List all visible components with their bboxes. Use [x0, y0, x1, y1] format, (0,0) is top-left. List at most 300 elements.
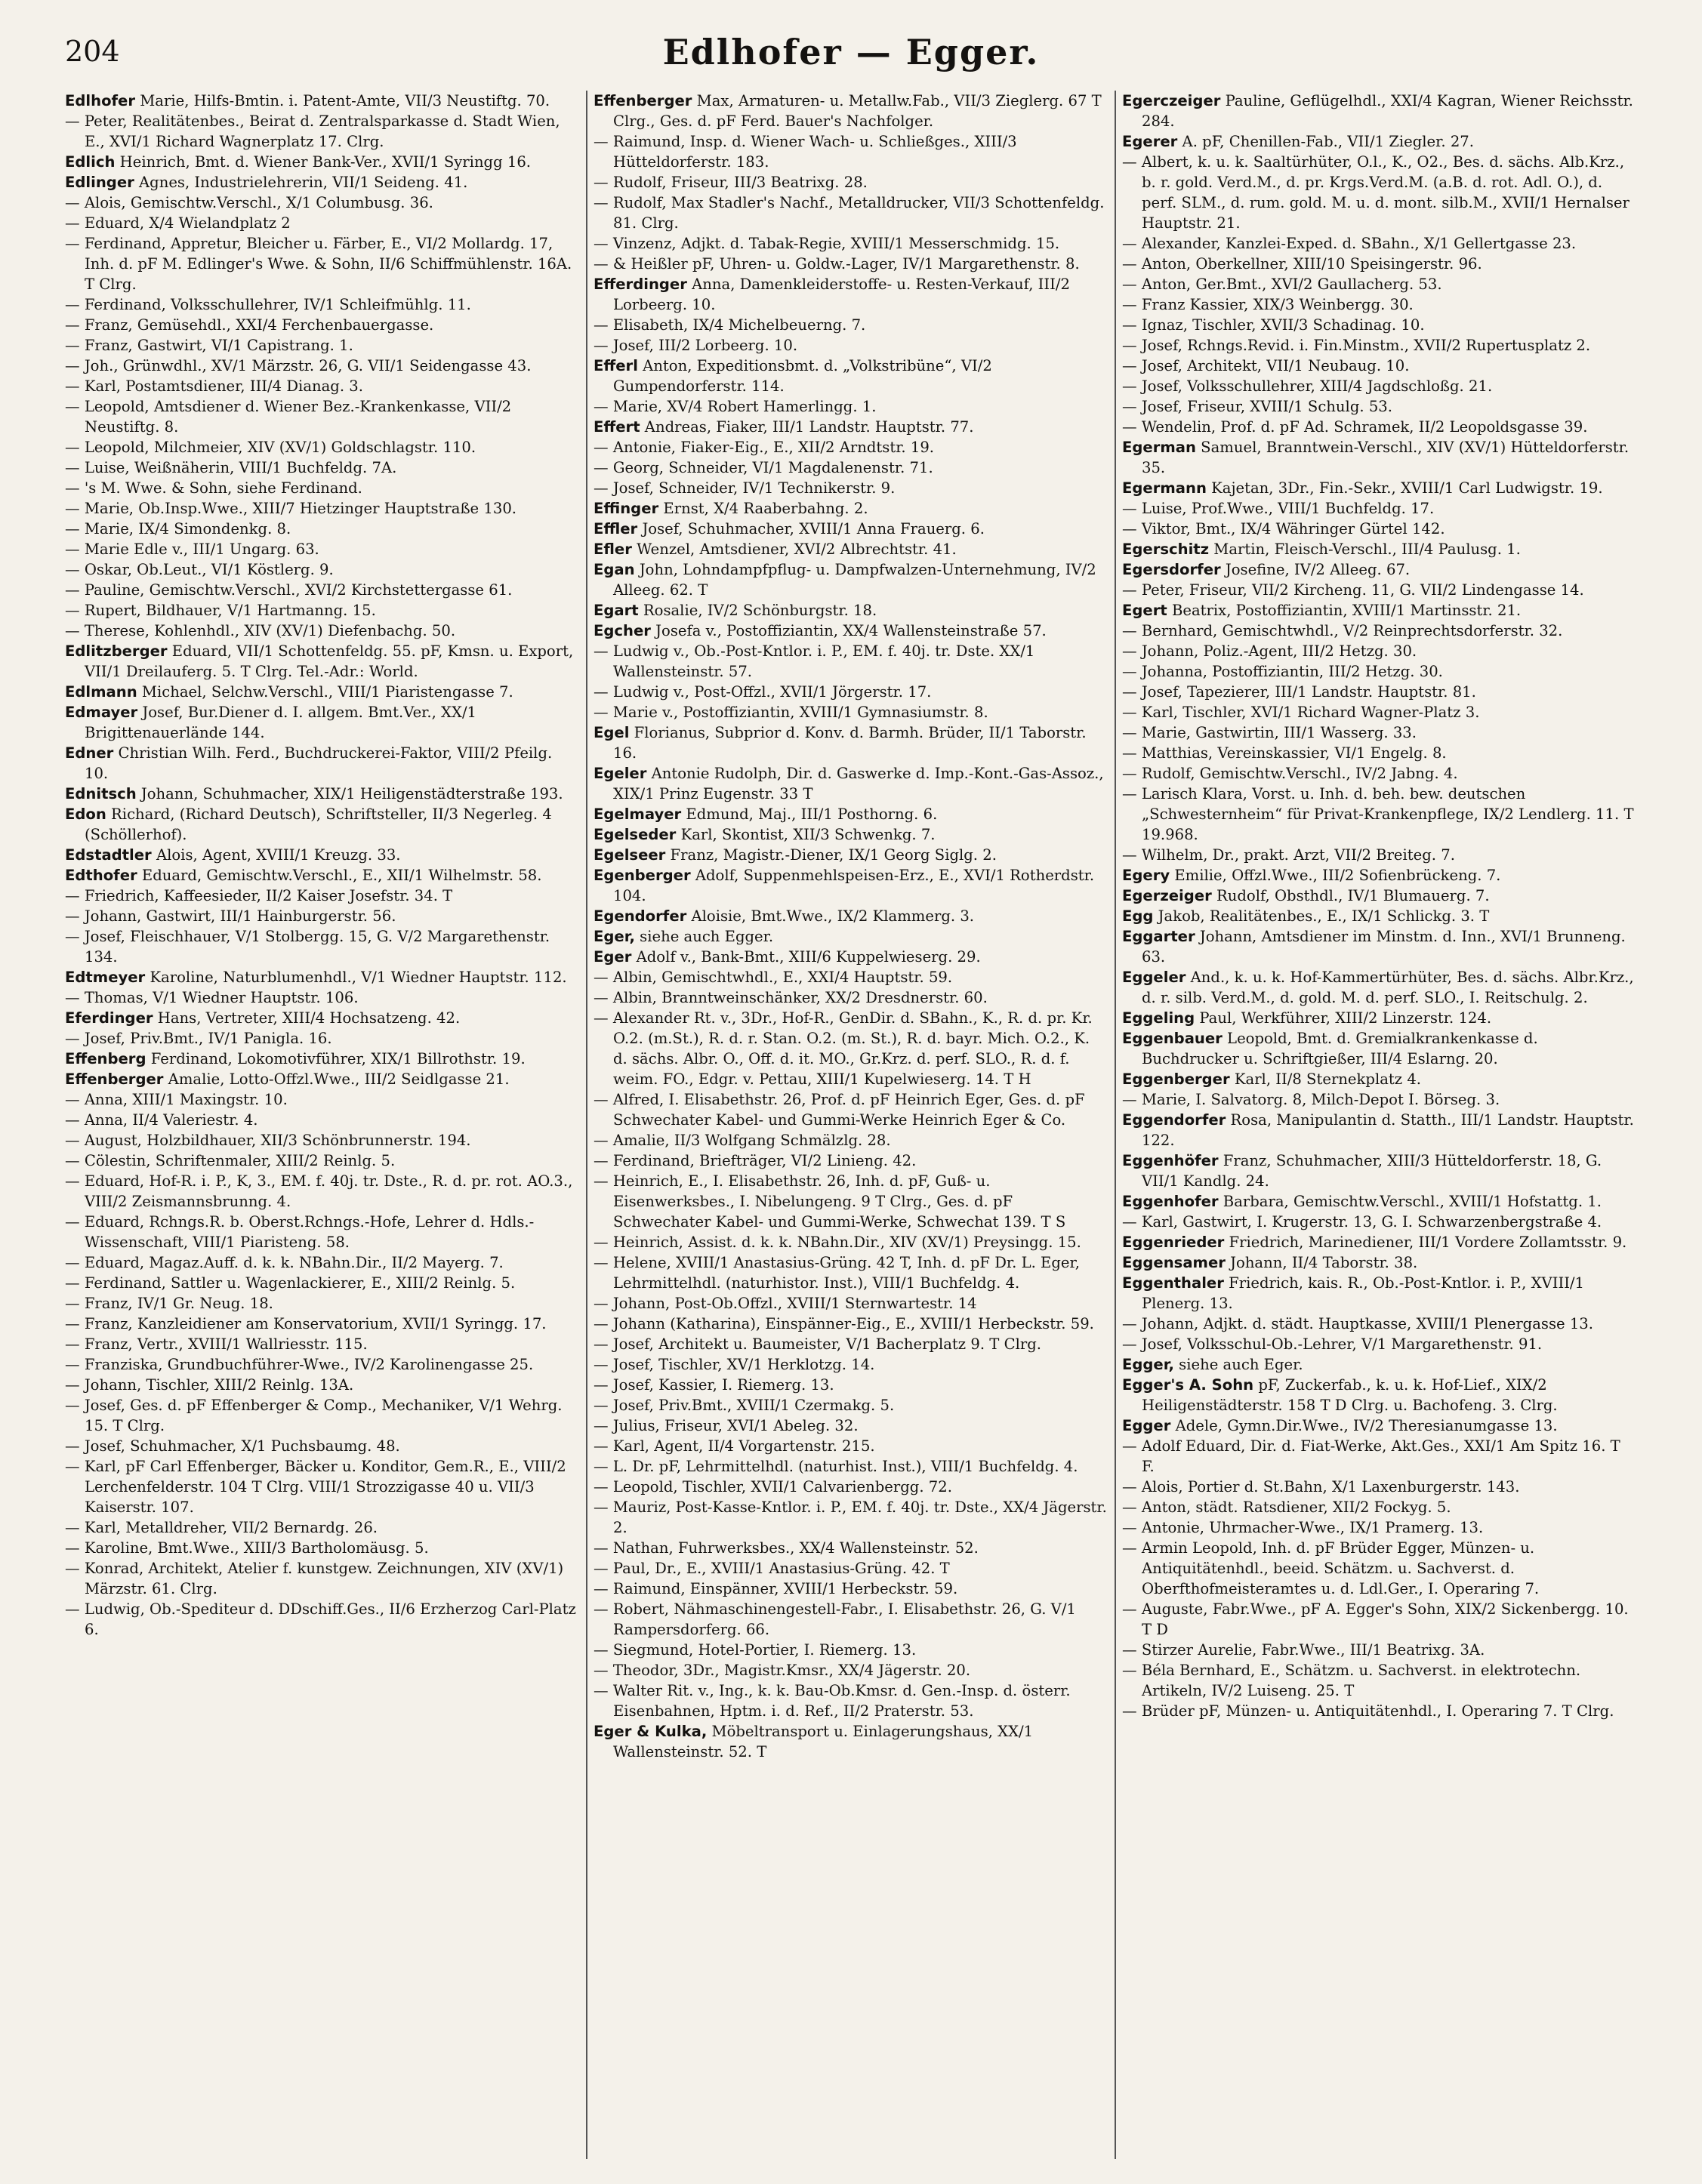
entry-text: — Johann, Post-Ob.Offzl., XVIII/1 Sternwartestr. 14: [594, 1295, 977, 1312]
entry-text: — Ferdinand, Sattler u. Wagenlackierer, E., XIII/2 Reinlg. 5.: [65, 1274, 516, 1292]
entry-text: — Vinzenz, Adjkt. d. Tabak-Regie, XVIII/1 Messerschmidg. 15.: [594, 235, 1060, 252]
entry-text: — Béla Bernhard, E., Schätzm. u. Sachverst. in elektrotechn. Artikeln, IV/2 Luiseng. 25. T: [1122, 1662, 1581, 1699]
entry-text: Jakob, Realitätenbes., E., IX/1 Schlickg. 3. T: [1153, 907, 1490, 925]
column-right: [1122, 91, 1636, 2167]
column-middle: [594, 91, 1107, 2167]
directory-entry: [594, 804, 1107, 824]
directory-entry: [594, 621, 1107, 641]
entry-text: — Marie, Ob.Insp.Wwe., XIII/7 Hietzinger Hauptstraße 130.: [65, 500, 517, 517]
entry-text: Andreas, Fiaker, III/1 Landstr. Hauptstr. 77.: [640, 418, 974, 436]
directory-entry: [65, 1130, 578, 1151]
entry-text: — Helene, XVIII/1 Anastasius-Grüng. 42 T, Inh. d. pF Dr. L. Eger, Lehrmittelhdl. (naturhistor. Inst.), VIII/1 Buchfeldg. 4.: [594, 1254, 1080, 1292]
directory-entry: [65, 865, 578, 886]
directory-entry: [594, 926, 1107, 947]
entry-headword: Efler: [594, 541, 632, 558]
entry-text: — Mauriz, Post-Kasse-Kntlor. i. P., EM. f. 40j. tr. Dste., XX/4 Jägerstr. 2.: [594, 1499, 1107, 1536]
directory-entry: [65, 335, 578, 356]
directory-entry: [65, 1028, 578, 1049]
entry-text: — Josef, Fleischhauer, V/1 Stolbergg. 15, G. V/2 Margarethenstr. 134.: [65, 928, 550, 966]
entry-headword: Effenberger: [65, 1070, 164, 1088]
entry-text: — Siegmund, Hotel-Portier, I. Riemerg. 13.: [594, 1641, 917, 1659]
entry-headword: Efferdinger: [594, 276, 687, 293]
entry-headword: Eggenhöfer: [1122, 1152, 1219, 1169]
entry-text: — Karoline, Bmt.Wwe., XIII/3 Bartholomäusg. 5.: [65, 1539, 429, 1557]
entry-headword: Egert: [1122, 602, 1167, 619]
directory-entry: [594, 274, 1107, 315]
entry-text: — Franz Kassier, XIX/3 Weinbergg. 30.: [1122, 296, 1414, 313]
entry-text: — August, Holzbildhauer, XII/3 Schönbrunnerstr. 194.: [65, 1132, 471, 1149]
directory-entry: [1122, 1599, 1636, 1640]
directory-entry: [65, 1089, 578, 1110]
directory-entry: [1122, 1415, 1636, 1436]
entry-headword: Egelseer: [594, 846, 666, 864]
entry-headword: Egger's A. Sohn: [1122, 1376, 1254, 1394]
entry-text: Kajetan, 3Dr., Fin.-Sekr., XVIII/1 Carl Ludwigstr. 19.: [1206, 479, 1603, 497]
entry-text: — Ignaz, Tischler, XVII/3 Schadinag. 10.: [1122, 316, 1425, 334]
entry-text: — Amalie, II/3 Wolfgang Schmälzlg. 28.: [594, 1132, 891, 1149]
entry-headword: Egerczeiger: [1122, 92, 1221, 109]
directory-entry: [65, 1314, 578, 1334]
directory-entry: [594, 233, 1107, 254]
directory-entry: [1122, 417, 1636, 437]
directory-entry: [1122, 539, 1636, 559]
entry-headword: Eggendorfer: [1122, 1111, 1226, 1129]
entry-text: Eduard, VII/1 Schottenfeldg. 55. pF, Kmsn. u. Export, VII/1 Dreilauferg. 5. T Clrg. Tel.-Adr.: World.: [85, 642, 574, 680]
directory-entry: [1122, 967, 1636, 1008]
entry-headword: Eggenrieder: [1122, 1234, 1225, 1251]
entry-text: Christian Wilh. Ferd., Buchdruckerei-Faktor, VIII/2 Pfeilg. 10.: [85, 744, 553, 782]
directory-entry: [594, 1314, 1107, 1334]
directory-entry: [1122, 559, 1636, 580]
entry-text: — Oskar, Ob.Leut., VI/1 Köstlerg. 9.: [65, 561, 334, 578]
entry-text: — Adolf Eduard, Dir. d. Fiat-Werke, Akt.Ges., XXI/1 Am Spitz 16. T F.: [1122, 1437, 1620, 1475]
entry-text: Marie, Hilfs-Bmtin. i. Patent-Amte, VII/3 Neustiftg. 70.: [135, 92, 550, 109]
directory-entry: [594, 254, 1107, 274]
entry-text: Möbeltransport u. Einlagerungshaus, XX/1 Wallensteinstr. 52. T: [613, 1723, 1034, 1760]
directory-entry: [65, 682, 578, 702]
directory-entry: [594, 1171, 1107, 1232]
directory-entry: [1122, 376, 1636, 396]
entry-text: — Joh., Grünwdhl., XV/1 Märzstr. 26, G. VII/1 Seidengasse 43.: [65, 357, 532, 374]
entry-text: — Marie, Gastwirtin, III/1 Wasserg. 33.: [1122, 724, 1417, 741]
directory-entry: [1122, 1538, 1636, 1599]
directory-entry: [65, 539, 578, 559]
directory-entry: [65, 233, 578, 294]
entry-text: — Franz, IV/1 Gr. Neug. 18.: [65, 1295, 273, 1312]
entry-text: — Anna, XIII/1 Maxingstr. 10.: [65, 1091, 288, 1108]
directory-entry: [1122, 1089, 1636, 1110]
directory-entry: [594, 1640, 1107, 1660]
directory-entry: [65, 1395, 578, 1436]
directory-entry: [594, 396, 1107, 417]
entry-text: — Stirzer Aurelie, Fabr.Wwe., III/1 Beatrixg. 3A.: [1122, 1641, 1485, 1659]
entry-text: — Franz, Vertr., XVIII/1 Wallriesstr. 115.: [65, 1335, 368, 1353]
directory-entry: [1122, 763, 1636, 784]
entry-text: A. pF, Chenillen-Fab., VII/1 Ziegler. 27.: [1177, 133, 1474, 150]
entry-headword: Efferl: [594, 357, 638, 374]
entry-text: — Raimund, Insp. d. Wiener Wach- u. Schließges., XIII/3 Hütteldorferstr. 183.: [594, 133, 1017, 171]
entry-text: — Franz, Gemüsehdl., XXI/4 Ferchenbauergasse.: [65, 316, 434, 334]
columns: [65, 91, 1636, 2167]
entry-text: — Josef, Schuhmacher, X/1 Puchsbaumg. 48.: [65, 1437, 400, 1455]
entry-text: — Josef, Priv.Bmt., XVIII/1 Czermakg. 5.: [594, 1397, 895, 1414]
directory-entry: [594, 1008, 1107, 1089]
directory-entry: [65, 906, 578, 926]
directory-entry: [594, 1558, 1107, 1579]
entry-headword: Eggensamer: [1122, 1254, 1226, 1271]
entry-text: — Eduard, X/4 Wielandplatz 2: [65, 214, 291, 232]
directory-entry: [65, 1293, 578, 1314]
directory-entry: [65, 1517, 578, 1538]
entry-text: Florianus, Subprior d. Konv. d. Barmh. Brüder, II/1 Taborstr. 16.: [613, 724, 1087, 762]
entry-headword: Egeler: [594, 765, 647, 782]
entry-text: Karl, Skontist, XII/3 Schwenkg. 7.: [676, 826, 936, 843]
entry-text: — Cölestin, Schriftenmaler, XIII/2 Reinlg. 5.: [65, 1152, 396, 1169]
directory-entry: [594, 1334, 1107, 1354]
entry-text: — Johann, Tischler, XIII/2 Reinlg. 13A.: [65, 1376, 354, 1394]
directory-entry: [65, 1456, 578, 1517]
entry-text: — Brüder pF, Münzen- u. Antiquitätenhdl., I. Operaring 7. T Clrg.: [1122, 1702, 1614, 1720]
entry-text: — Alois, Gemischtw.Verschl., X/1 Columbusg. 36.: [65, 194, 433, 211]
directory-entry: [65, 743, 578, 784]
entry-text: Franz, Schuhmacher, XIII/3 Hütteldorferstr. 18, G. VII/1 Kandlg. 24.: [1142, 1152, 1602, 1190]
directory-entry: [594, 315, 1107, 335]
entry-text: — Auguste, Fabr.Wwe., pF A. Egger's Sohn, XIX/2 Sickenbergg. 10. T D: [1122, 1600, 1629, 1638]
directory-entry: [594, 1232, 1107, 1252]
directory-entry: [65, 1110, 578, 1130]
directory-entry: [1122, 498, 1636, 519]
entry-text: — Walter Rit. v., Ing., k. k. Bau-Ob.Kmsr. d. Gen.-Insp. d. österr. Eisenbahnen, Hptm. i. d. Ref., II/2 Praterstr. 53.: [594, 1682, 1071, 1720]
entry-text: — Johann, Adjkt. d. städt. Hauptkasse, XVIII/1 Plenergasse 13.: [1122, 1315, 1594, 1332]
directory-entry: [594, 478, 1107, 498]
entry-text: Hans, Vertreter, XIII/4 Hochsatzeng. 42.: [153, 1009, 461, 1027]
entry-text: — Rudolf, Gemischtw.Verschl., IV/2 Jabng. 4.: [1122, 765, 1458, 782]
directory-entry: [594, 457, 1107, 478]
entry-text: — Karl, Metalldreher, VII/2 Bernardg. 26.: [65, 1519, 378, 1536]
directory-entry: [594, 641, 1107, 682]
entry-text: — Nathan, Fuhrwerksbes., XX/4 Wallensteinstr. 52.: [594, 1539, 979, 1557]
entry-text: — Ferdinand, Appretur, Bleicher u. Färber, E., VI/2 Mollardg. 17, Inh. d. pF M. Edlinger's Wwe. & Sohn, II/6 Schiffmühlenstr. 16A. T Clrg.: [65, 235, 572, 293]
directory-entry: [1122, 1212, 1636, 1232]
entry-headword: Edlmann: [65, 683, 137, 701]
directory-entry: [65, 987, 578, 1008]
entry-text: And., k. u. k. Hof-Kammertürhüter, Bes. d. sächs. Albr.Krz., d. r. silb. Verd.M., d. gold. M. d. perf. SLO., I. Reitschulg. 2.: [1142, 969, 1634, 1006]
directory-entry: [65, 193, 578, 213]
entry-text: — Heinrich, E., I. Elisabethstr. 26, Inh. d. pF, Guß- u. Eisenwerksbes., I. Nibelungeng. 9 T Clrg., Ges. d. pF Schwechater Kabel- und Gummi-Werke, Schwechat 139. T S: [594, 1172, 1066, 1231]
entry-text: — Elisabeth, IX/4 Michelbeuerng. 7.: [594, 316, 866, 334]
entry-headword: Egerschitz: [1122, 541, 1210, 558]
directory-entry: [1122, 906, 1636, 926]
directory-entry: [1122, 478, 1636, 498]
entry-headword: Effenberger: [594, 92, 692, 109]
entry-text: Friedrich, Marinediener, III/1 Vordere Zollamtsstr. 9.: [1224, 1234, 1627, 1251]
entry-headword: Edlitzberger: [65, 642, 168, 660]
entry-headword: Egger,: [1122, 1356, 1174, 1373]
entry-headword: Effinger: [594, 500, 659, 517]
entry-headword: Effler: [594, 520, 638, 538]
directory-entry: [65, 886, 578, 906]
entry-text: — Josef, Kassier, I. Riemerg. 13.: [594, 1376, 834, 1394]
entry-text: — Alfred, I. Elisabethstr. 26, Prof. d. pF Heinrich Eger, Ges. d. pF Schwechater Kabel- und Gummi-Werke Heinrich Eger & Co.: [594, 1091, 1085, 1129]
entry-text: Pauline, Geflügelhdl., XXI/4 Kagran, Wiener Reichsstr. 284.: [1142, 92, 1633, 130]
entry-text: — Rudolf, Friseur, III/3 Beatrixg. 28.: [594, 174, 868, 191]
entry-text: — Eduard, Hof-R. i. P., K, 3., EM. f. 40j. tr. Dste., R. d. pr. rot. AO.3., VIII/2 Zeismannsbrunng. 4.: [65, 1172, 573, 1210]
entry-headword: Ednitsch: [65, 785, 137, 802]
directory-entry: [65, 111, 578, 152]
directory-entry: [1122, 1334, 1636, 1354]
entry-text: — Theodor, 3Dr., Magistr.Kmsr., XX/4 Jägerstr. 20.: [594, 1662, 971, 1679]
entry-text: — L. Dr. pF, Lehrmittelhdl. (naturhist. Inst.), VIII/1 Buchfeldg. 4.: [594, 1458, 1078, 1475]
directory-entry: [1122, 1354, 1636, 1375]
directory-entry: [1122, 1640, 1636, 1660]
directory-entry: [65, 784, 578, 804]
directory-entry: [1122, 641, 1636, 661]
entry-text: — Johann, Gastwirt, III/1 Hainburgerstr. 56.: [65, 907, 396, 925]
directory-entry: [594, 1089, 1107, 1130]
directory-entry: [65, 478, 578, 498]
directory-entry: [594, 131, 1107, 172]
entry-text: Johann, II/4 Taborstr. 38.: [1225, 1254, 1418, 1271]
entry-text: Franz, Magistr.-Diener, IX/1 Georg Siglg. 2.: [665, 846, 997, 864]
entry-headword: Effert: [594, 418, 640, 436]
directory-entry: [65, 172, 578, 193]
entry-headword: Eferdinger: [65, 1009, 153, 1027]
entry-text: — Alexander Rt. v., 3Dr., Hof-R., GenDir. d. SBahn., K., R. d. pr. Kr. O.2. (m.St.), R. d. r. Stan. O.2. (m. St.), R. d. bayr. Mich. O.2., K. d. sächs. Albr. O., Off. d. it. MO., Gr.Krz. d. perf. SLO., R. d. f. weim. FO., Edgr. v. Pettau, XIII/1 Kupelwieserg. 14. T H: [594, 1009, 1093, 1088]
directory-entry: [65, 457, 578, 478]
entry-text: Anna, Damenkleiderstoffe- u. Resten-Verkauf, III/2 Lorbeerg. 10.: [613, 276, 1070, 313]
directory-entry: [65, 967, 578, 987]
entry-headword: Edthofer: [65, 867, 137, 884]
entry-text: — Josef, Schneider, IV/1 Technikerstr. 9.: [594, 479, 896, 497]
directory-entry: [594, 356, 1107, 396]
directory-entry: [1122, 1436, 1636, 1477]
directory-entry: [594, 845, 1107, 865]
entry-text: — Paul, Dr., E., XVIII/1 Anastasius-Grüng. 42. T: [594, 1560, 950, 1577]
entry-text: Samuel, Branntwein-Verschl., XIV (XV/1) Hütteldorferstr. 35.: [1142, 439, 1630, 476]
directory-entry: [65, 1558, 578, 1599]
entry-text: — Antonie, Fiaker-Eig., E., XII/2 Arndtstr. 19.: [594, 439, 935, 456]
entry-headword: Eggeling: [1122, 1009, 1195, 1027]
entry-text: — Konrad, Architekt, Atelier f. kunstgew. Zeichnungen, XIV (XV/1) Märzstr. 61. Clrg.: [65, 1560, 564, 1597]
entry-headword: Eggarter: [1122, 928, 1195, 945]
entry-headword: Edon: [65, 806, 106, 823]
directory-entry: [594, 335, 1107, 356]
entry-text: — Heinrich, Assist. d. k. k. NBahn.Dir., XIV (XV/1) Preysingg. 15.: [594, 1234, 1081, 1251]
entry-text: — Ludwig v., Ob.-Post-Kntlor. i. P., EM. f. 40j. tr. Dste. XX/1 Wallensteinstr. 57.: [594, 642, 1035, 680]
entry-headword: Egart: [594, 602, 639, 619]
entry-text: — Marie Edle v., III/1 Ungarg. 63.: [65, 541, 319, 558]
entry-headword: Egcher: [594, 622, 651, 639]
entry-text: — Peter, Realitätenbes., Beirat d. Zentralsparkasse d. Stadt Wien, E., XVI/1 Richard Wagnerplatz 17. Clrg.: [65, 112, 560, 150]
directory-entry: [1122, 1069, 1636, 1089]
directory-entry: [594, 559, 1107, 600]
entry-text: — Franz, Kanzleidiener am Konservatorium, XVII/1 Syringg. 17.: [65, 1315, 547, 1332]
entry-headword: Eggenberger: [1122, 1070, 1230, 1088]
directory-entry: [594, 722, 1107, 763]
entry-text: — Josef, Ges. d. pF Effenberger & Comp., Mechaniker, V/1 Wehrg. 15. T Clrg.: [65, 1397, 563, 1434]
directory-entry: [594, 906, 1107, 926]
entry-text: Amalie, Lotto-Offzl.Wwe., III/2 Seidlgasse 21.: [163, 1070, 510, 1088]
directory-entry: [1122, 437, 1636, 478]
directory-entry: [65, 519, 578, 539]
directory-entry: [1122, 886, 1636, 906]
directory-entry: [65, 213, 578, 233]
entry-text: — Alois, Portier d. St.Bahn, X/1 Laxenburgerstr. 143.: [1122, 1478, 1520, 1496]
directory-entry: [1122, 294, 1636, 315]
entry-text: — Pauline, Gemischtw.Verschl., XVI/2 Kirchstettergasse 61.: [65, 581, 513, 599]
page-header: [65, 32, 1637, 85]
entry-text: Aloisie, Bmt.Wwe., IX/2 Klammerg. 3.: [686, 907, 975, 925]
entry-text: Adolf v., Bank-Bmt., XIII/6 Kuppelwieserg. 29.: [631, 948, 981, 966]
directory-entry: [1122, 519, 1636, 539]
entry-text: — Ludwig, Ob.-Spediteur d. DDschiff.Ges., II/6 Erzherzog Carl-Platz 6.: [65, 1600, 576, 1638]
directory-entry: [1122, 1497, 1636, 1517]
directory-entry: [594, 437, 1107, 457]
directory-entry: [594, 1721, 1107, 1762]
entry-text: — Luise, Weißnäherin, VIII/1 Buchfeldg. 7A.: [65, 459, 397, 476]
entry-headword: Egelseder: [594, 826, 677, 843]
entry-text: Ferdinand, Lokomotivführer, XIX/1 Billrothstr. 19.: [146, 1050, 526, 1067]
entry-headword: Eggenhofer: [1122, 1193, 1219, 1210]
entry-text: — Josef, Volksschullehrer, XIII/4 Jagdschloßg. 21.: [1122, 377, 1493, 395]
directory-entry: [594, 1252, 1107, 1293]
entry-text: Barbara, Gemischtw.Verschl., XVIII/1 Hofstattg. 1.: [1218, 1193, 1602, 1210]
entry-text: — Wilhelm, Dr., prakt. Arzt, VII/2 Breiteg. 7.: [1122, 846, 1455, 864]
directory-entry: [594, 1395, 1107, 1415]
entry-text: — 's M. Wwe. & Sohn, siehe Ferdinand.: [65, 479, 362, 497]
directory-entry: [594, 1456, 1107, 1477]
entry-text: — Ferdinand, Volksschullehrer, IV/1 Schleifmühlg. 11.: [65, 296, 471, 313]
directory-entry: [594, 763, 1107, 804]
directory-entry: [1122, 1477, 1636, 1497]
entry-headword: Egery: [1122, 867, 1170, 884]
directory-entry: [594, 539, 1107, 559]
directory-entry: [594, 498, 1107, 519]
entry-text: — Josef, Priv.Bmt., IV/1 Panigla. 16.: [65, 1030, 332, 1047]
entry-text: Josef, Schuhmacher, XVIII/1 Anna Frauerg. 6.: [637, 520, 985, 538]
entry-text: Johann, Schuhmacher, XIX/1 Heiligenstädterstraße 193.: [136, 785, 563, 802]
entry-text: — Karl, Agent, II/4 Vorgartenstr. 215.: [594, 1437, 875, 1455]
entry-headword: Eger & Kulka,: [594, 1723, 708, 1740]
directory-entry: [1122, 1252, 1636, 1273]
directory-entry: [1122, 865, 1636, 886]
directory-entry: [1122, 356, 1636, 376]
directory-entry: [594, 1538, 1107, 1558]
directory-entry: [1122, 1110, 1636, 1151]
entry-text: — Josef, Tapezierer, III/1 Landstr. Hauptstr. 81.: [1122, 683, 1476, 701]
entry-text: — Albin, Branntweinschänker, XX/2 Dresdnerstr. 60.: [594, 989, 988, 1006]
entry-text: — Rudolf, Max Stadler's Nachf., Metalldrucker, VII/3 Schottenfeldg. 81. Clrg.: [594, 194, 1105, 232]
entry-text: John, Lohndampfpflug- u. Dampfwalzen-Unternehmung, IV/2 Alleeg. 62. T: [613, 561, 1096, 599]
entry-text: Antonie Rudolph, Dir. d. Gaswerke d. Imp.-Kont.-Gas-Assoz., XIX/1 Prinz Eugenstr. 33 T: [613, 765, 1104, 802]
entry-headword: Effenberg: [65, 1050, 146, 1067]
directory-entry: [594, 1599, 1107, 1640]
entry-text: Josefa v., Postoffiziantin, XX/4 Wallensteinstraße 57.: [650, 622, 1047, 639]
directory-entry: [594, 1660, 1107, 1680]
entry-text: Martin, Fleisch-Verschl., III/4 Paulusg. 1.: [1209, 541, 1521, 558]
directory-entry: [594, 193, 1107, 233]
entry-headword: Egerzeiger: [1122, 887, 1212, 904]
entry-text: — Leopold, Milchmeier, XIV (XV/1) Goldschlagstr. 110.: [65, 439, 476, 456]
entry-text: — Johanna, Postoffiziantin, III/2 Hetzg. 30.: [1122, 663, 1443, 680]
directory-entry: [1122, 1273, 1636, 1314]
entry-text: Josefine, IV/2 Alleeg. 67.: [1220, 561, 1411, 578]
directory-entry: [65, 294, 578, 315]
directory-entry: [65, 702, 578, 743]
entry-text: — Raimund, Einspänner, XVIII/1 Herbeckstr. 59.: [594, 1580, 958, 1597]
directory-entry: [1122, 743, 1636, 763]
entry-headword: Egerer: [1122, 133, 1178, 150]
entry-text: — Thomas, V/1 Wiedner Hauptstr. 106.: [65, 989, 359, 1006]
entry-text: — Albin, Gemischtwhdl., E., XXI/4 Hauptstr. 59.: [594, 969, 953, 986]
entry-headword: Eggenbauer: [1122, 1030, 1223, 1047]
directory-entry: [65, 1375, 578, 1395]
directory-entry: [65, 1538, 578, 1558]
entry-text: Max, Armaturen- u. Metallw.Fab., VII/3 Zieglerg. 67 T Clrg., Ges. d. pF Ferd. Bauer's Nachfolger.: [613, 92, 1102, 130]
entry-headword: Edtmeyer: [65, 969, 146, 986]
entry-headword: Egermann: [1122, 479, 1207, 497]
entry-text: Rosalie, IV/2 Schönburgstr. 18.: [638, 602, 877, 619]
entry-text: Richard, (Richard Deutsch), Schriftsteller, II/3 Negerleg. 4 (Schöllerhof).: [85, 806, 552, 843]
entry-text: — Bernhard, Gemischtwhdl., V/2 Reinprechtsdorferstr. 32.: [1122, 622, 1563, 639]
directory-entry: [1122, 91, 1636, 131]
entry-text: Rosa, Manipulantin d. Statth., III/1 Landstr. Hauptstr. 122.: [1142, 1111, 1634, 1149]
directory-entry: [1122, 131, 1636, 152]
entry-text: Adolf, Suppenmehlspeisen-Erz., E., XVI/1 Rotherdstr. 104.: [613, 867, 1095, 904]
entry-text: — Therese, Kohlenhdl., XIV (XV/1) Diefenbachg. 50.: [65, 622, 456, 639]
entry-headword: Eggeler: [1122, 969, 1186, 986]
entry-text: Agnes, Industrielehrerin, VII/1 Seideng. 41.: [134, 174, 468, 191]
entry-text: Eduard, Gemischtw.Verschl., E., XII/1 Wilhelmstr. 58.: [137, 867, 542, 884]
entry-text: — Karl, Postamtsdiener, III/4 Dianag. 3.: [65, 377, 363, 395]
entry-text: Adele, Gymn.Dir.Wwe., IV/2 Theresianumgasse 13.: [1170, 1417, 1558, 1434]
entry-text: — Peter, Friseur, VII/2 Kircheng. 11, G. VII/2 Lindengasse 14.: [1122, 581, 1584, 599]
entry-text: — Josef, Tischler, XV/1 Herklotzg. 14.: [594, 1356, 875, 1373]
entry-text: Emilie, Offzl.Wwe., III/2 Sofienbrückeng. 7.: [1170, 867, 1501, 884]
entry-text: Michael, Selchw.Verschl., VIII/1 Piaristengasse 7.: [137, 683, 513, 701]
entry-text: siehe auch Eger.: [1173, 1356, 1303, 1373]
directory-entry: [65, 1151, 578, 1171]
directory-entry: [65, 1436, 578, 1456]
entry-text: Edmund, Maj., III/1 Posthorng. 6.: [681, 806, 938, 823]
entry-text: — Anton, Oberkellner, XIII/10 Speisingerstr. 96.: [1122, 255, 1482, 273]
directory-entry: [65, 641, 578, 682]
directory-entry: [65, 580, 578, 600]
directory-entry: [65, 91, 578, 111]
entry-text: Karoline, Naturblumenhdl., V/1 Wiedner Hauptstr. 112.: [145, 969, 567, 986]
entry-headword: Edlhofer: [65, 92, 136, 109]
entry-headword: Egerman: [1122, 439, 1196, 456]
entry-text: — Larisch Klara, Vorst. u. Inh. d. beh. bew. deutschen „Schwesternheim“ für Privat-Krankenpflege, IX/2 Lendlerg. 11. T 19.968.: [1122, 785, 1634, 843]
directory-entry: [65, 1069, 578, 1089]
directory-entry: [1122, 1151, 1636, 1191]
entry-headword: Egg: [1122, 907, 1154, 925]
directory-entry: [594, 417, 1107, 437]
entry-text: — Marie v., Postoffiziantin, XVIII/1 Gymnasiumstr. 8.: [594, 704, 988, 721]
entry-headword: Egger: [1122, 1417, 1171, 1434]
entry-headword: Egenberger: [594, 867, 691, 884]
entry-headword: Edlinger: [65, 174, 134, 191]
directory-entry: [594, 1415, 1107, 1436]
directory-entry: [594, 967, 1107, 987]
entry-text: Johann, Amtsdiener im Minstm. d. Inn., XVI/1 Brunneng. 63.: [1142, 928, 1626, 966]
directory-entry: [1122, 1008, 1636, 1028]
directory-entry: [1122, 845, 1636, 865]
directory-entry: [1122, 396, 1636, 417]
entry-text: Paul, Werkführer, XIII/2 Linzerstr. 124.: [1195, 1009, 1492, 1027]
directory-entry: [65, 845, 578, 865]
directory-entry: [594, 1436, 1107, 1456]
